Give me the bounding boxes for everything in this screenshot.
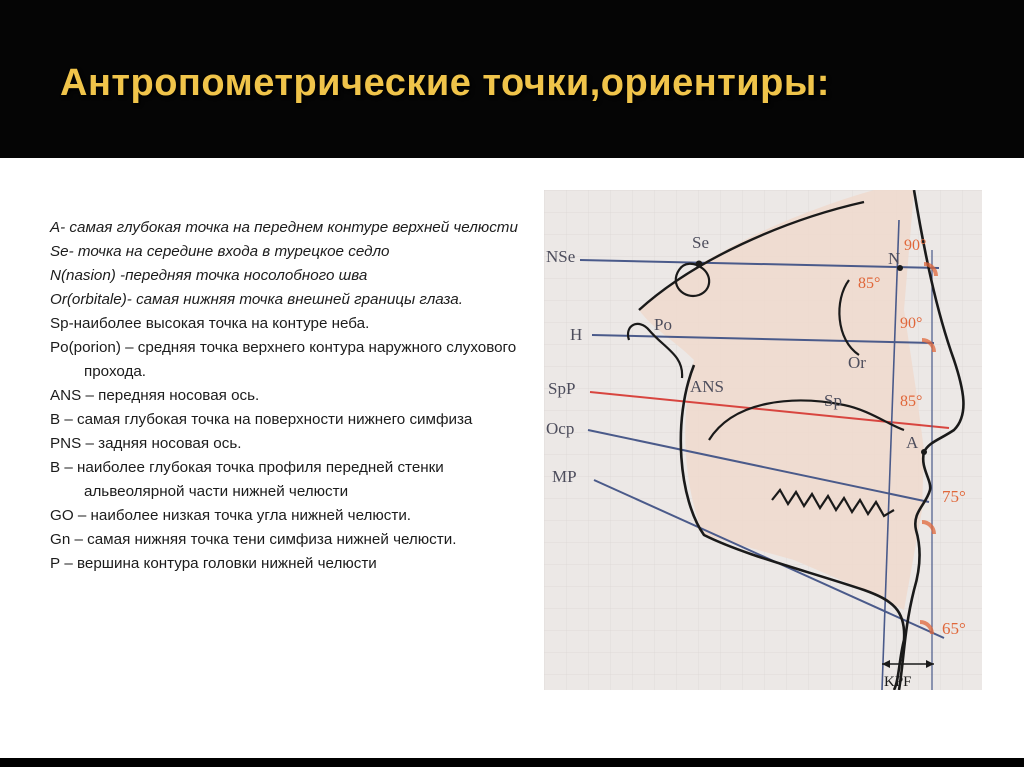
a-label: A (906, 433, 919, 452)
se-label: Se (692, 233, 709, 252)
se-point (696, 261, 703, 268)
angle-65: 65° (942, 619, 966, 638)
angle-90-top: 90° (904, 237, 927, 254)
definition-item: В – самая глубокая точка на поверхности нижнего симфиза (50, 411, 473, 428)
mp-label: MP (552, 467, 577, 486)
cephalometric-figure (544, 190, 982, 690)
definition-item: А- самая глубокая точка на переднем контуре верхней челюсти (50, 219, 518, 236)
sp-label: Sp (824, 391, 842, 410)
definition-item: GO – наиболее низкая точка угла нижней челюсти. (50, 507, 412, 524)
po-label: Po (654, 315, 672, 334)
definition-item: Se- точка на середине входа в турецкое седло (50, 243, 390, 260)
title-bar (0, 0, 1024, 158)
or-label: Or (848, 353, 866, 372)
angle-85-top: 85° (858, 275, 881, 292)
spp-label: SpP (548, 379, 576, 398)
definition-item: Po(porion) – средняя точка верхнего контура наружного слухового прохода. (50, 339, 517, 380)
definition-item: PNS – задняя носовая ось. (50, 435, 242, 452)
definition-item: В – наиболее глубокая точка профиля передней стенки альвеолярной части нижней челюсти (50, 459, 444, 500)
ans-label: ANS (690, 377, 725, 396)
slide-content (0, 158, 1024, 758)
n-label: N (888, 249, 901, 268)
definition-item: ANS – передняя носовая ось. (50, 387, 260, 404)
ocp-label: Ocp (546, 419, 575, 438)
h-label: H (570, 325, 583, 344)
a-point (921, 449, 927, 455)
angle-75: 75° (942, 487, 966, 506)
definition-item: Gn – самая нижняя точка тени симфиза нижней челюсти. (50, 531, 457, 548)
slide-title: Антропометрические точки,ориентиры: (60, 62, 830, 104)
definition-item: Р – вершина контура головки нижней челюсти (50, 555, 377, 572)
angle-85-mid: 85° (900, 393, 923, 410)
definitions-list (50, 216, 540, 576)
definition-item: N(nasion) -передняя точка носолобного шва (50, 267, 368, 284)
kpf-label: KPF (884, 674, 912, 690)
angle-90-mid: 90° (900, 315, 923, 332)
definition-item: Sp-наиболее высокая точка на контуре неба. (50, 315, 370, 332)
definition-item: Or(orbitale)- самая нижняя точка внешней границы глаза. (50, 291, 463, 308)
nse-label: NSe (546, 247, 576, 266)
